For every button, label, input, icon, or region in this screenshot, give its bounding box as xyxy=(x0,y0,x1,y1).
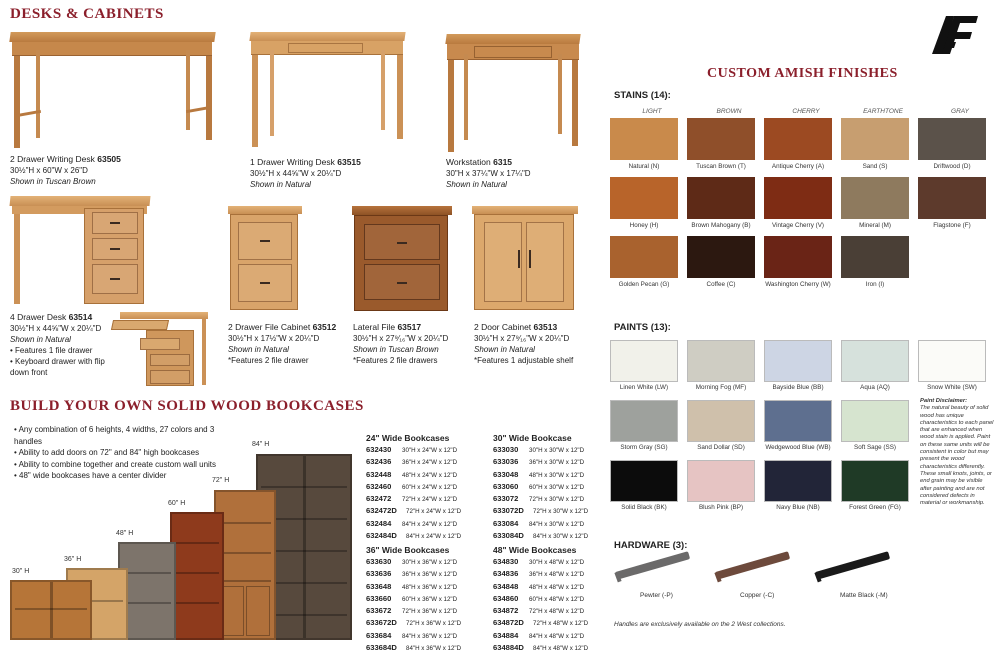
bookcase-dimensions: 72"H x 30"W x 12"D xyxy=(529,496,585,504)
stain-swatch[interactable] xyxy=(918,118,986,160)
stain-label: Driftwood (D) xyxy=(933,163,971,170)
bookcase-row xyxy=(366,581,491,593)
bookcase-row xyxy=(366,444,491,456)
bookcase-dimensions: 30"H x 24"W x 12"D xyxy=(402,447,458,454)
stain-label: Flagstone (F) xyxy=(933,222,971,229)
handle-bar-icon xyxy=(615,551,690,580)
stain-swatch[interactable] xyxy=(918,177,986,219)
product-finish-note: Shown in Natural xyxy=(10,335,71,344)
bookcase-row xyxy=(366,469,491,481)
bookcase-code: 633648 xyxy=(366,581,392,591)
product-feature: • Keyboard drawer with flip down front xyxy=(10,356,110,378)
product-feature: *Features 2 file drawer xyxy=(228,356,309,365)
hardware-label: Copper (-C) xyxy=(740,592,775,599)
bookcase-row xyxy=(493,593,618,605)
product-code: 63515 xyxy=(337,157,361,167)
bookcase-row xyxy=(493,617,618,629)
stains-grid xyxy=(605,118,1000,298)
product-code: 6315 xyxy=(493,157,513,167)
product-finish-note: Shown in Natural xyxy=(228,345,289,354)
product-code: 63513 xyxy=(533,322,558,332)
bookcase-code: 633036 xyxy=(493,457,519,467)
lateral-file-image xyxy=(352,204,452,314)
stain-swatch[interactable] xyxy=(841,118,909,160)
bookcase-dimensions: 72"H x 36"W x 12"D xyxy=(406,620,462,628)
bookcase-30-image xyxy=(10,580,92,640)
bookcase-code: 632448 xyxy=(366,469,392,479)
paint-swatch[interactable] xyxy=(687,460,755,502)
bookcase-code: 632436 xyxy=(366,457,392,467)
bookcase-dimensions: 84"H x 30"W x 12"D xyxy=(533,533,589,541)
bookcase-dimensions: 36"H x 48"W x 12"D xyxy=(529,571,585,579)
bookcase-row xyxy=(493,642,618,654)
paints-heading: PAINTS (13): xyxy=(614,322,671,333)
bookcase-dimensions: 48"H x 48"W x 12"D xyxy=(529,583,585,591)
bookcase-row xyxy=(366,518,491,530)
bookcase-row xyxy=(366,530,491,542)
bookcase-dimensions: 72"H x 48"W x 12"D xyxy=(533,620,589,628)
writing-desk-image xyxy=(10,30,215,150)
paint-label: Sand Dollar (SD) xyxy=(697,444,745,451)
paint-swatch[interactable] xyxy=(841,400,909,442)
bookcase-row xyxy=(493,630,618,642)
bookcase-code: 632472 xyxy=(366,494,392,504)
paint-swatch[interactable] xyxy=(764,400,832,442)
bookcase-feature: • Ability to add doors on 72" and 84" high bookcases xyxy=(14,447,224,459)
paint-label: Navy Blue (NB) xyxy=(776,504,820,511)
bookcase-dimensions: 48"H x 30"W x 12"D xyxy=(529,471,585,479)
product-feature: *Features 1 adjustable shelf xyxy=(474,356,574,365)
paint-disclaimer-text: The natural beauty of solid wood has unique characteristics to each panel that are enhanced when wood stain is applied. Paint on these same units will be consistent in color but may present the wood characteristics differently. These small knots, joints, or end grain may be visible after painting and are not considered defects in material or workmanship. xyxy=(920,405,994,507)
stain-label: Washington Cherry (W) xyxy=(765,281,831,288)
paint-swatch[interactable] xyxy=(610,460,678,502)
hardware-option[interactable] xyxy=(710,562,800,607)
bookcase-table-title: 30" Wide Bookcase xyxy=(493,433,572,443)
bookcase-table-24-wide xyxy=(366,433,491,542)
bookcase-row xyxy=(493,530,618,542)
product-dimensions: 30½"H x 27⁹⁄₁₆"W x 20¼"D xyxy=(353,334,449,343)
workstation-image xyxy=(444,30,584,155)
stain-label: Honey (H) xyxy=(629,222,659,229)
bookcase-code: 633084 xyxy=(493,518,519,528)
paint-swatch[interactable] xyxy=(610,340,678,382)
bookcase-code: 634836 xyxy=(493,569,519,579)
paint-label: Bayside Blue (BB) xyxy=(772,384,824,391)
bookcase-code: 633684 xyxy=(366,630,392,640)
height-label-72: 72" H xyxy=(212,477,230,484)
hardware-label: Pewter (-P) xyxy=(640,592,673,599)
stain-column-header: CHERRY xyxy=(792,108,820,115)
bookcase-feature: • Any combination of 6 heights, 4 widths, 27 colors and 3 handles xyxy=(14,424,224,447)
desks-section-title: DESKS & CABINETS xyxy=(10,6,164,22)
stains-heading: STAINS (14): xyxy=(614,90,671,101)
bookcase-dimensions: 84"H x 36"W x 12"D xyxy=(402,632,458,640)
paint-swatch[interactable] xyxy=(764,460,832,502)
paint-label: Blush Pink (BP) xyxy=(698,504,744,511)
product-dimensions: 30½"H x 60"W x 26"D xyxy=(10,166,88,175)
stain-swatch[interactable] xyxy=(687,177,755,219)
bookcase-code: 633030 xyxy=(493,445,519,454)
product-finish-note: Shown in Natural xyxy=(474,345,535,354)
bookcase-table-title: 48" Wide Bookcases xyxy=(493,545,577,555)
product-finish-note: Shown in Tuscan Brown xyxy=(353,345,439,354)
bookcase-code: 633084D xyxy=(493,531,524,541)
product-name: Lateral File xyxy=(353,322,396,332)
stain-swatch[interactable] xyxy=(610,118,678,160)
bookcase-dimensions: 60"H x 36"W x 12"D xyxy=(402,595,458,603)
product-code: 63505 xyxy=(97,154,121,164)
bookcase-code: 633684D xyxy=(366,643,397,653)
four-drawer-desk-image xyxy=(10,194,150,306)
bookcase-table-36-wide xyxy=(366,545,491,654)
bookcase-row xyxy=(493,556,618,568)
hardware-label: Matte Black (-M) xyxy=(840,592,888,599)
paint-swatch[interactable] xyxy=(764,340,832,382)
bookcase-row xyxy=(493,493,618,505)
bookcase-table-30-wide xyxy=(493,433,618,542)
product-lateral-file-63517 xyxy=(353,322,473,366)
stain-swatch[interactable] xyxy=(687,236,755,278)
stain-column-header: LIGHT xyxy=(642,108,662,115)
bookcase-row xyxy=(493,605,618,617)
bookcase-dimensions: 84"H x 36"W x 12"D xyxy=(406,645,462,653)
paint-label: Forest Green (FG) xyxy=(849,504,901,511)
bookcase-code: 634884 xyxy=(493,630,519,640)
height-label-60: 60" H xyxy=(168,500,186,507)
one-drawer-desk-image xyxy=(248,30,408,150)
bookcase-code: 633672D xyxy=(366,618,397,628)
bookcase-dimensions: 48"H x 24"W x 12"D xyxy=(402,471,458,479)
bookcase-dimensions: 84"H x 30"W x 12"D xyxy=(529,520,585,528)
bookcase-row xyxy=(366,605,491,617)
product-name: 2 Door Cabinet xyxy=(474,322,532,332)
finishes-section-title: CUSTOM AMISH FINISHES xyxy=(707,66,898,81)
paint-label: Snow White (SW) xyxy=(927,384,977,391)
bookcase-dimensions: 84"H x 24"W x 12"D xyxy=(406,533,462,541)
bookcase-dimensions: 36"H x 36"W x 12"D xyxy=(402,571,458,579)
handle-bar-icon xyxy=(715,551,790,580)
stain-label: Antique Cherry (A) xyxy=(771,163,825,170)
hardware-heading: HARDWARE (3): xyxy=(614,540,688,551)
bookcase-code: 633048 xyxy=(493,469,519,479)
stain-swatch[interactable] xyxy=(764,236,832,278)
bookcase-row xyxy=(493,481,618,493)
bookcase-code: 633636 xyxy=(366,569,392,579)
hardware-note: Handles are exclusively available on the 2 West collections. xyxy=(614,621,786,628)
paint-swatch[interactable] xyxy=(687,340,755,382)
bookcase-row xyxy=(493,469,618,481)
stain-label: Mineral (M) xyxy=(859,222,891,229)
stain-label: Tuscan Brown (T) xyxy=(696,163,746,170)
product-dimensions: 30½"H x 44⅝"W x 20¼"D xyxy=(250,169,342,178)
product-writing-desk-63505 xyxy=(10,154,230,187)
bookcase-code: 633672 xyxy=(366,606,392,616)
handle-bar-icon xyxy=(815,551,890,580)
product-feature: • Features 1 file drawer xyxy=(10,345,110,356)
bookcase-dimensions: 30"H x 48"W x 12"D xyxy=(529,559,585,566)
stain-column-header: EARTHTONE xyxy=(863,108,903,115)
stain-label: Golden Pecan (G) xyxy=(618,281,670,288)
bookcase-row xyxy=(493,456,618,468)
product-file-cabinet-63512 xyxy=(228,322,353,366)
bookcase-dimensions: 84"H x 24"W x 12"D xyxy=(402,520,458,528)
product-code: 63514 xyxy=(68,312,93,322)
stain-column-headers xyxy=(614,108,994,118)
bookcase-code: 633630 xyxy=(366,557,392,566)
product-dimensions: 30½"H x 17½"W x 20¼"D xyxy=(228,334,320,343)
stain-swatch[interactable] xyxy=(687,118,755,160)
bookcase-code: 634872 xyxy=(493,606,519,616)
bookcase-code: 633060 xyxy=(493,481,519,491)
bookcase-row xyxy=(493,568,618,580)
bookcase-code: 634860 xyxy=(493,593,519,603)
hardware-option[interactable] xyxy=(610,562,700,607)
product-dimensions: 30½"H x 44⅝"W x 20¼"D xyxy=(10,324,102,333)
stain-swatch[interactable] xyxy=(841,236,909,278)
bookcase-row xyxy=(366,556,491,568)
height-label-84: 84" H xyxy=(252,441,270,448)
bookcase-dimensions: 60"H x 30"W x 12"D xyxy=(529,483,585,491)
brand-logo xyxy=(930,14,980,56)
stain-label: Coffee (C) xyxy=(706,281,736,288)
bookcase-code: 634830 xyxy=(493,557,519,566)
bookcase-row xyxy=(366,568,491,580)
paint-disclaimer-title: Paint Disclaimer: xyxy=(920,398,968,404)
bookcase-dimensions: 72"H x 24"W x 12"D xyxy=(406,508,462,516)
product-name: 1 Drawer Writing Desk xyxy=(250,157,335,167)
height-label-30: 30" H xyxy=(12,568,30,575)
paint-swatch[interactable] xyxy=(918,340,986,382)
product-name: 2 Drawer File Cabinet xyxy=(228,322,311,332)
bookcase-row xyxy=(366,481,491,493)
product-code: 63512 xyxy=(312,322,337,332)
product-dimensions: 30"H x 37¼"W x 17¼"D xyxy=(446,169,531,178)
product-name: 2 Drawer Writing Desk xyxy=(10,154,95,164)
bookcase-row xyxy=(493,505,618,517)
bookcase-row xyxy=(366,642,491,654)
paint-label: Wedgewood Blue (WB) xyxy=(765,444,831,451)
bookcase-code: 632484 xyxy=(366,518,392,528)
bookcases-illustration xyxy=(8,440,358,650)
paint-swatch[interactable] xyxy=(841,460,909,502)
product-code: 63517 xyxy=(397,322,422,332)
bookcase-dimensions: 72"H x 48"W x 12"D xyxy=(529,608,585,616)
stain-swatch[interactable] xyxy=(610,177,678,219)
stain-label: Sand (S) xyxy=(862,163,888,170)
paint-swatch[interactable] xyxy=(841,340,909,382)
stain-swatch[interactable] xyxy=(610,236,678,278)
product-writing-desk-63515 xyxy=(250,157,440,190)
bookcase-table-title: 36" Wide Bookcases xyxy=(366,545,450,555)
hardware-option[interactable] xyxy=(810,562,900,607)
stain-swatch[interactable] xyxy=(764,177,832,219)
bookcase-table-48-wide xyxy=(493,545,618,654)
paint-label: Storm Gray (SG) xyxy=(620,444,668,451)
stain-label: Vintage Cherry (V) xyxy=(771,222,825,229)
paint-label: Soft Sage (SS) xyxy=(854,444,896,451)
bookcase-dimensions: 36"H x 24"W x 12"D xyxy=(402,459,458,467)
stain-swatch[interactable] xyxy=(764,118,832,160)
product-feature: *Features 2 file drawers xyxy=(353,356,438,365)
paint-label: Solid Black (BK) xyxy=(621,504,667,511)
bookcase-dimensions: 48"H x 36"W x 12"D xyxy=(402,583,458,591)
stain-column-header: BROWN xyxy=(716,108,742,115)
paint-swatch[interactable] xyxy=(687,400,755,442)
product-dimensions: 30½"H x 27⁹⁄₁₆"W x 20¼"D xyxy=(474,334,570,343)
height-label-48: 48" H xyxy=(116,530,134,537)
bookcase-feature: • Ability to combine together and create custom wall units xyxy=(14,459,224,471)
bookcase-dimensions: 84"H x 48"W x 12"D xyxy=(529,632,585,640)
product-workstation-6315 xyxy=(446,157,606,190)
bookcase-dimensions: 30"H x 30"W x 12"D xyxy=(529,447,585,454)
bookcase-code: 632430 xyxy=(366,445,392,454)
bookcases-section-title: BUILD YOUR OWN SOLID WOOD BOOKCASES xyxy=(10,398,364,414)
bookcase-dimensions: 84"H x 48"W x 12"D xyxy=(533,645,589,653)
bookcase-row xyxy=(366,630,491,642)
bookcase-row xyxy=(493,444,618,456)
two-door-cabinet-image xyxy=(472,204,580,314)
product-four-drawer-desk-63514 xyxy=(10,312,130,378)
product-name: 4 Drawer Desk xyxy=(10,312,67,322)
paint-swatch[interactable] xyxy=(610,400,678,442)
bookcase-dimensions: 60"H x 24"W x 12"D xyxy=(402,483,458,491)
bookcase-row xyxy=(366,593,491,605)
bookcase-dimensions: 72"H x 36"W x 12"D xyxy=(402,608,458,616)
bookcase-code: 633072 xyxy=(493,494,519,504)
bookcase-dimensions: 72"H x 30"W x 12"D xyxy=(533,508,589,516)
bookcase-feature: • 48" wide bookcases have a center divider xyxy=(14,470,224,482)
stain-swatch[interactable] xyxy=(841,177,909,219)
paint-disclaimer xyxy=(920,398,994,507)
bookcase-row xyxy=(366,617,491,629)
product-finish-note: Shown in Tuscan Brown xyxy=(10,177,96,186)
bookcase-code: 632484D xyxy=(366,531,397,541)
stain-column-header: GRAY xyxy=(951,108,969,115)
bookcase-60-image xyxy=(170,512,224,640)
bookcase-dimensions: 36"H x 30"W x 12"D xyxy=(529,459,585,467)
paint-label: Morning Fog (MF) xyxy=(695,384,747,391)
bookcase-row xyxy=(366,493,491,505)
bookcase-code: 632460 xyxy=(366,481,392,491)
product-name: Workstation xyxy=(446,157,491,167)
bookcase-table-title: 24" Wide Bookcases xyxy=(366,433,450,443)
stain-label: Iron (I) xyxy=(865,281,885,288)
stain-label: Brown Mahogany (B) xyxy=(691,222,751,229)
product-finish-note: Shown in Natural xyxy=(446,180,507,189)
stain-label: Natural (N) xyxy=(628,163,660,170)
bookcase-code: 634848 xyxy=(493,581,519,591)
bookcase-code: 634884D xyxy=(493,643,524,653)
bookcase-row xyxy=(493,581,618,593)
bookcase-code: 633072D xyxy=(493,506,524,516)
paint-label: Linen White (LW) xyxy=(619,384,669,391)
height-label-36: 36" H xyxy=(64,556,82,563)
bookcase-dimensions: 30"H x 36"W x 12"D xyxy=(402,559,458,566)
paint-label: Aqua (AQ) xyxy=(860,384,890,391)
bookcase-code: 634872D xyxy=(493,618,524,628)
product-two-door-cabinet-63513 xyxy=(474,322,599,366)
bookcase-code: 633660 xyxy=(366,593,392,603)
bookcase-dimensions: 60"H x 48"W x 12"D xyxy=(529,595,585,603)
product-finish-note: Shown in Natural xyxy=(250,180,311,189)
bookcase-code: 632472D xyxy=(366,506,397,516)
bookcase-row xyxy=(366,505,491,517)
bookcase-row xyxy=(366,456,491,468)
bookcase-row xyxy=(493,518,618,530)
bookcase-dimensions: 72"H x 24"W x 12"D xyxy=(402,496,458,504)
hardware-options xyxy=(605,562,905,607)
file-cabinet-image xyxy=(228,204,302,314)
